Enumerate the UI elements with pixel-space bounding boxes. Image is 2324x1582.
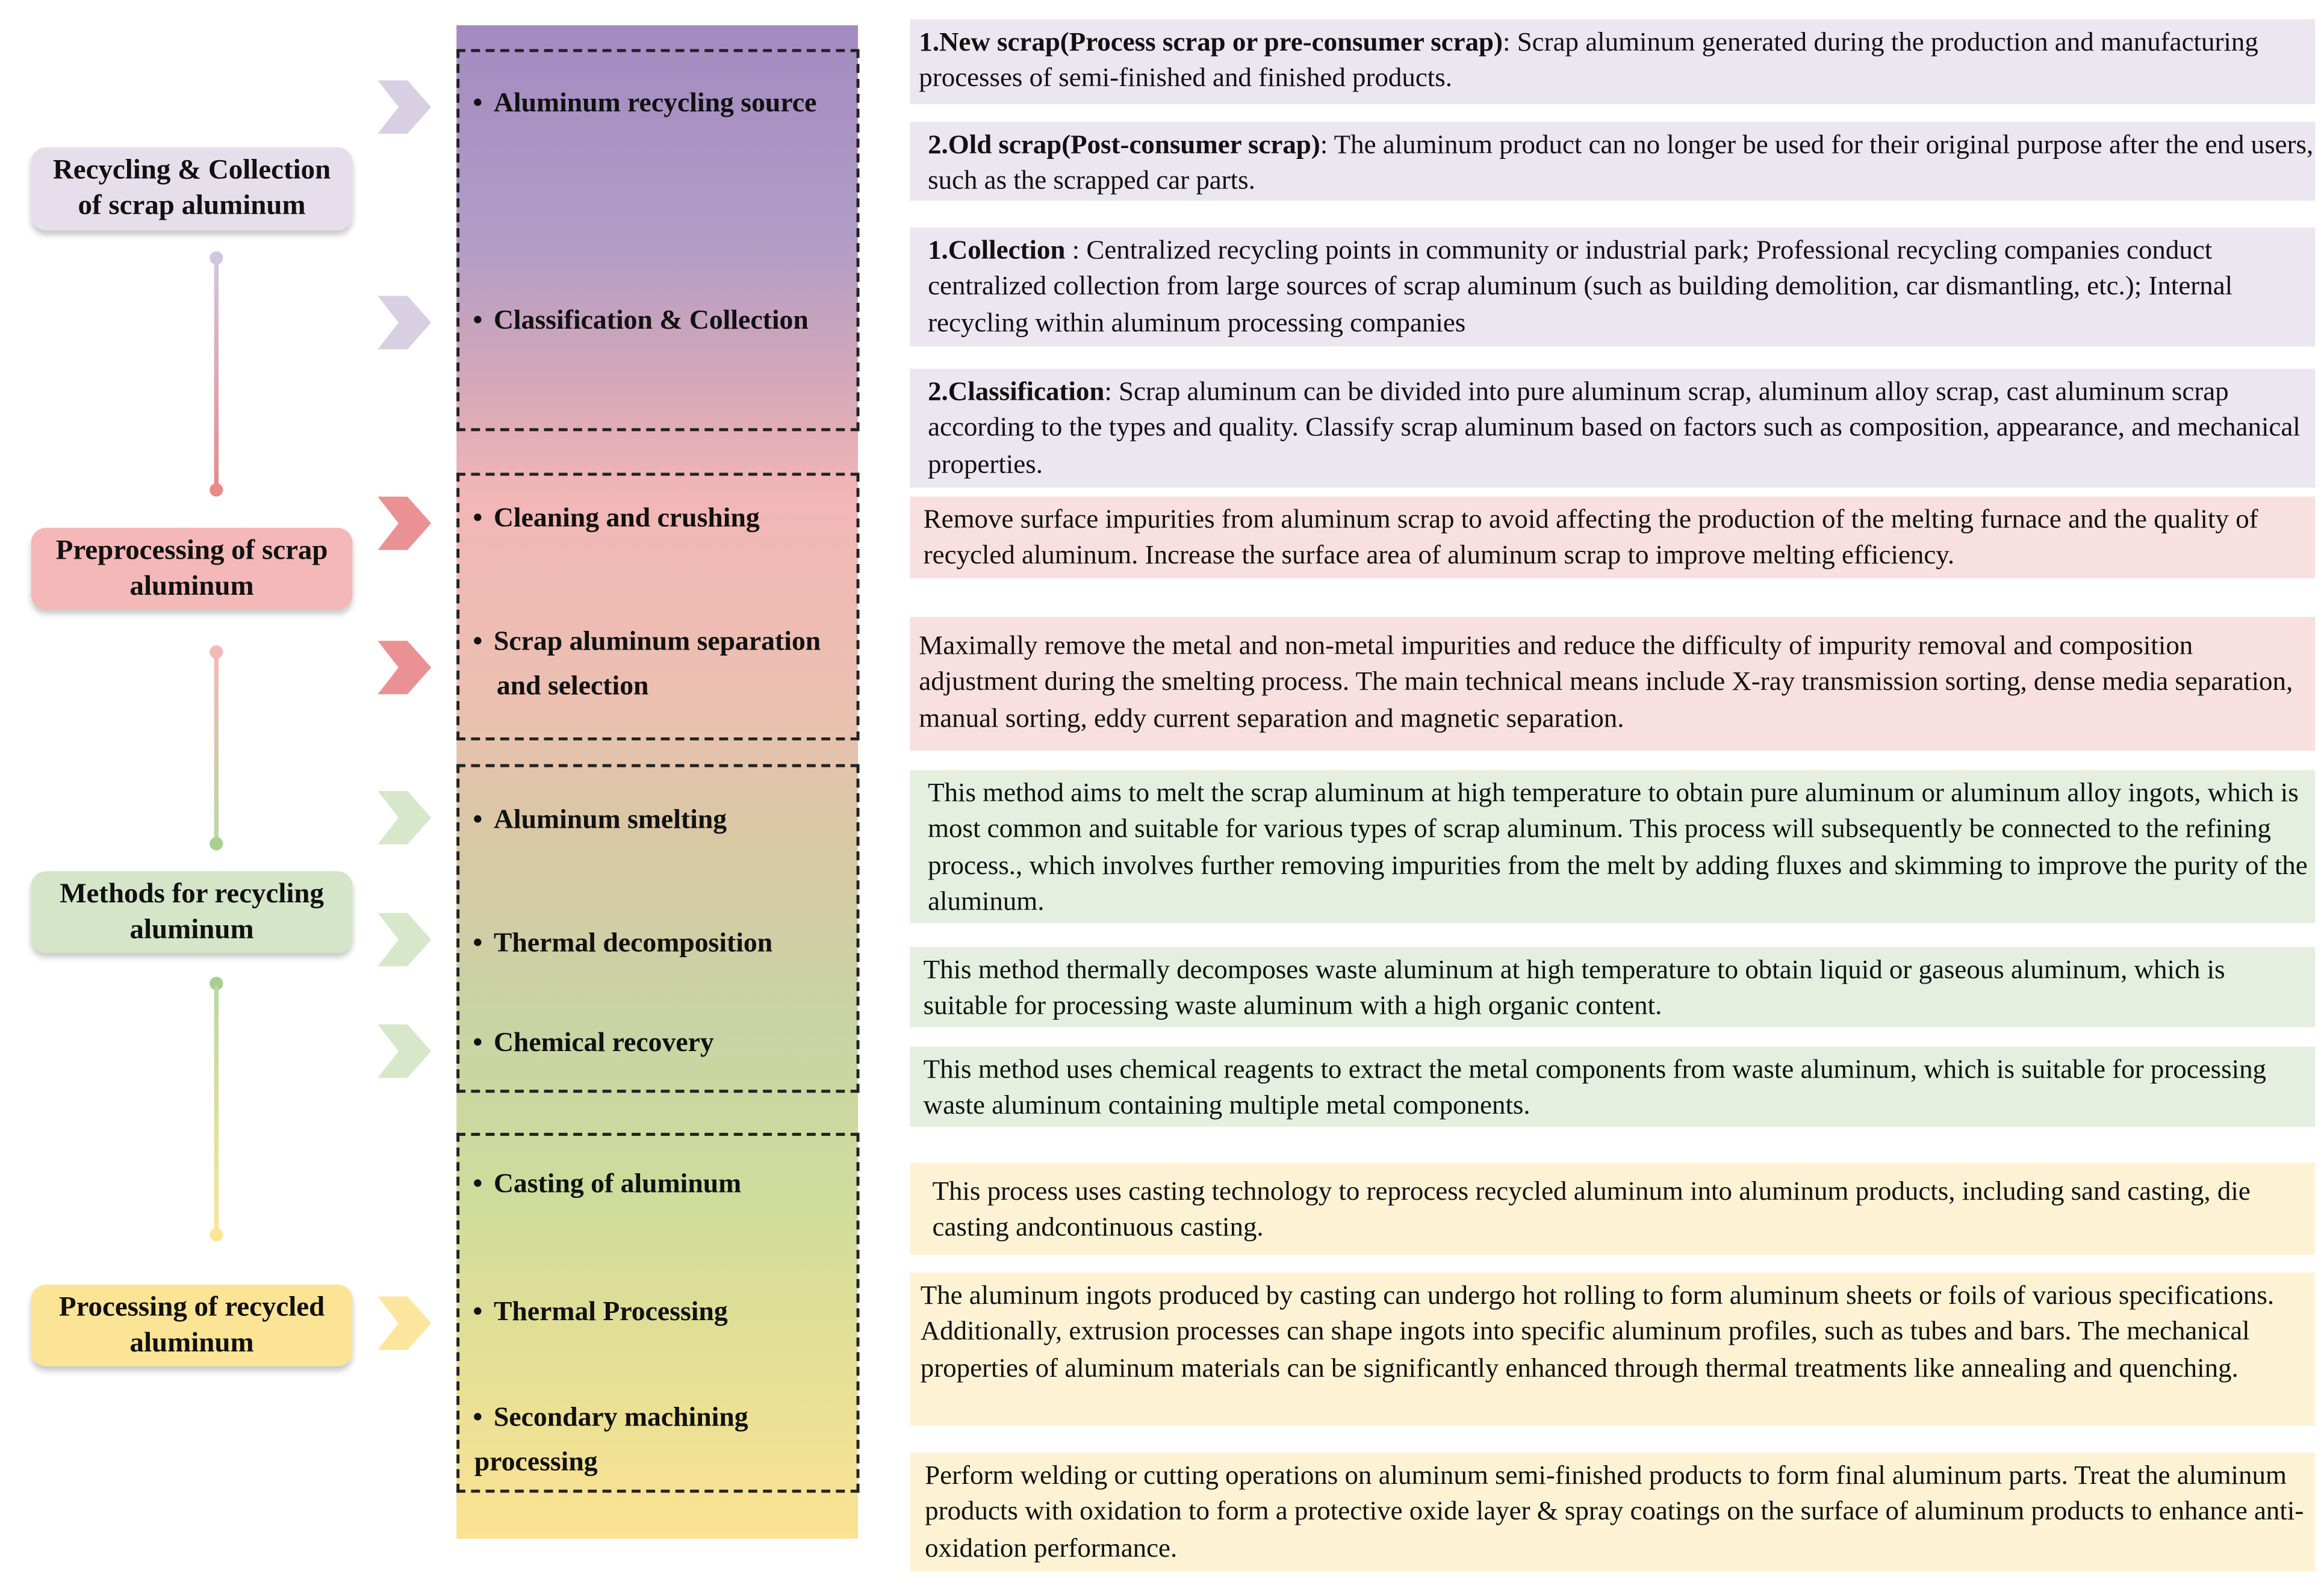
item-label: Chemical recovery <box>493 1029 714 1059</box>
desc-collection <box>910 228 2315 347</box>
stage-label: Methods for recycling aluminum <box>60 878 324 945</box>
desc-title: 2.Old scrap(Post-consumer scrap) <box>928 129 1320 160</box>
stage-label: Processing of recycled aluminum <box>58 1291 325 1359</box>
desc-thermal-processing <box>910 1273 2315 1425</box>
desc-smelting <box>910 770 2315 923</box>
connector-dot <box>210 483 223 497</box>
desc-separation <box>910 617 2315 751</box>
item-label: processing <box>474 1448 598 1478</box>
item-label: Cleaning and crushing <box>493 504 760 534</box>
desc-thermal-decomposition <box>910 947 2315 1027</box>
item-aluminum-smelting: • Aluminum smelting <box>473 805 727 836</box>
desc-cleaning <box>910 497 2315 579</box>
item-secondary-machining-cont <box>474 1441 598 1485</box>
desc-text: Maximally remove the metal and non-metal impurities and reduce the difficulty of impurity removal and composition adjustment during the smelting process. The main technical means include X-ray transmission sorting, dense media separation, manual sorting, eddy current separation and magnetic separation. <box>919 630 2293 733</box>
chevron-right-icon <box>377 791 431 845</box>
item-label: and selection <box>496 672 649 702</box>
desc-title: 2.Classification <box>928 376 1105 406</box>
desc-old-scrap <box>910 122 2315 201</box>
desc-text: : Centralized recycling points in community or industrial park; Professional recycling companies conduct centralized collection from large sources of scrap aluminum (such as building demolition, car dismantling, etc.); Internal recycling within aluminum processing companies <box>928 235 2233 337</box>
chevron-right-icon <box>377 296 431 349</box>
desc-text: This method uses chemical reagents to extract the metal components from waste aluminum, which is suitable for processing waste aluminum containing multiple metal components. <box>923 1054 2267 1120</box>
desc-title: 1.Collection <box>928 235 1066 265</box>
desc-text: This method thermally decomposes waste aluminum at high temperature to obtain liquid or gaseous aluminum, which is suitable for processing waste aluminum with a high organic content. <box>923 954 2225 1020</box>
chevron-right-icon <box>377 1025 431 1078</box>
chevron-right-icon <box>377 641 431 694</box>
desc-new-scrap <box>910 19 2315 104</box>
item-label: Thermal Processing <box>493 1298 728 1328</box>
stage-recycling-collection <box>31 147 352 231</box>
item-cleaning-crushing: • Cleaning and crushing <box>473 504 760 534</box>
item-label: Aluminum smelting <box>493 805 727 836</box>
desc-text: : Scrap aluminum generated during the production and manufacturing processes of semi-finished and finished products. <box>919 26 2258 93</box>
desc-text: Remove surface impurities from aluminum scrap to avoid affecting the production of the melting furnace and the quality of recycled aluminum. Increase the surface area of aluminum scrap to improve melting efficiency. <box>923 504 2258 570</box>
connector-dot <box>210 837 223 850</box>
item-label: Casting of aluminum <box>493 1170 742 1200</box>
item-label: Classification & Collection <box>493 306 809 337</box>
desc-text: Perform welding or cutting operations on aluminum semi-finished products to form final aluminum parts. Treat the aluminum products with oxidation to form a protective oxide layer & spray coatings on the surface of aluminum products to enhance anti-oxidation performance. <box>925 1460 2304 1562</box>
item-label: Thermal decomposition <box>493 929 773 959</box>
item-label: Scrap aluminum separation <box>493 627 821 657</box>
desc-classification <box>910 368 2315 488</box>
item-casting: • Casting of aluminum <box>473 1170 742 1200</box>
connector-line <box>214 654 219 840</box>
desc-chemical-recovery <box>910 1047 2315 1127</box>
stage-preprocessing <box>31 528 352 610</box>
item-thermal-decomposition: • Thermal decomposition <box>473 929 773 959</box>
chevron-right-icon <box>377 80 431 134</box>
chevron-right-icon <box>377 1297 431 1350</box>
desc-text: This method aims to melt the scrap aluminum at high temperature to obtain pure aluminum or aluminum alloy ingots, which is most common and suitable for various types of scrap aluminum. This process will subsequently be connected to the refining process., which involves further removing impurities from the melt by adding fluxes and skimming to improve the purity of the aluminum. <box>928 777 2308 916</box>
chevron-right-icon <box>377 497 431 550</box>
item-chemical-recovery: • Chemical recovery <box>473 1029 714 1059</box>
item-aluminum-recycling-source: • Aluminum recycling source <box>473 89 817 119</box>
stage-label: Preprocessing of scrap aluminum <box>55 534 328 601</box>
desc-text: The aluminum ingots produced by casting can undergo hot rolling to form aluminum sheets or foils of various specifications. Additionally, extrusion processes can shape ingots into specific aluminum profiles, such as tubes and bars. The mechanical properties of aluminum materials can be significantly enhanced through thermal treatments like annealing and quenching. <box>920 1280 2275 1382</box>
stage-recycling-methods <box>31 871 352 953</box>
item-label: Aluminum recycling source <box>493 89 817 119</box>
item-label: Secondary machining <box>493 1403 748 1433</box>
stage-label: Recycling & Collection of scrap aluminum <box>52 154 331 222</box>
desc-machining <box>910 1453 2315 1572</box>
desc-title: 1.New scrap(Process scrap or pre-consumer scrap) <box>919 26 1503 57</box>
desc-text: : The aluminum product can no longer be used for their original purpose after the end users, such as the scrapped car parts. <box>928 129 2314 196</box>
item-scrap-separation-cont <box>497 665 649 709</box>
desc-text: This process uses casting technology to reprocess recycled aluminum into aluminum products, including sand casting, die casting andcontinuous casting. <box>932 1176 2251 1242</box>
item-classification-collection: • Classification & Collection <box>473 306 809 337</box>
connector-line <box>214 985 219 1231</box>
item-scrap-separation: • Scrap aluminum separation <box>473 627 821 657</box>
item-thermal-processing: • Thermal Processing <box>473 1298 728 1328</box>
desc-text: : Scrap aluminum can be divided into pure aluminum scrap, aluminum alloy scrap, cast aluminum scrap according to the types and quality. Classify scrap aluminum based on factors such as composition, appearance, and mechanical properties. <box>928 376 2301 479</box>
desc-casting <box>910 1162 2315 1255</box>
connector-line <box>214 260 219 486</box>
stage-processing <box>31 1285 352 1366</box>
connector-dot <box>210 1228 223 1241</box>
chevron-right-icon <box>377 913 431 966</box>
item-secondary-machining: • Secondary machining <box>473 1403 748 1433</box>
